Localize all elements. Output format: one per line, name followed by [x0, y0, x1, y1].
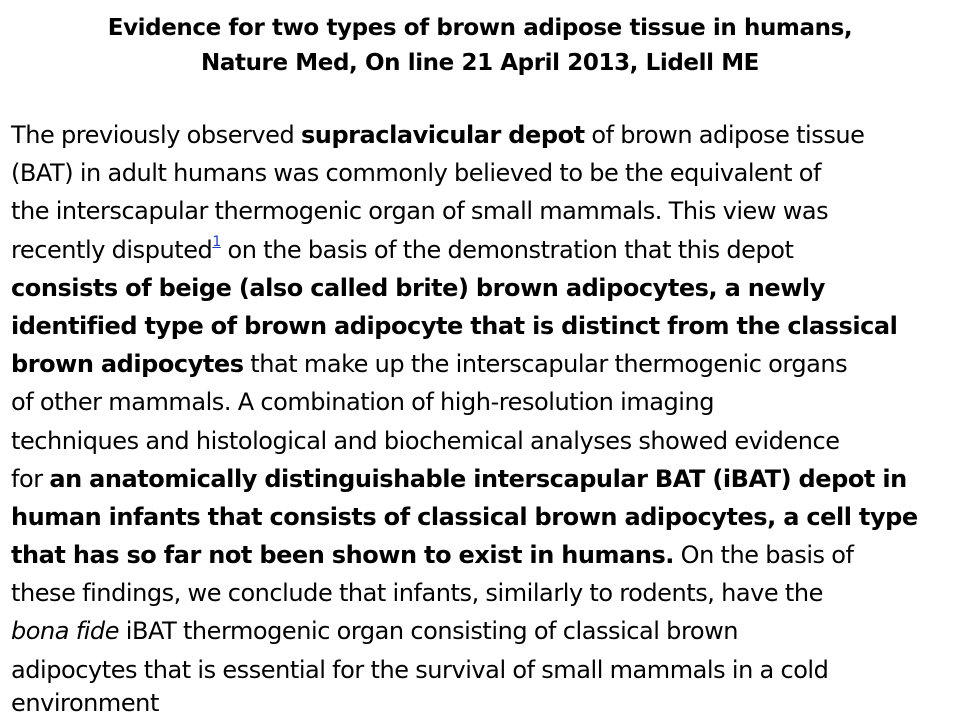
- text-run: iBAT thermogenic organ consisting of classical brown: [119, 617, 739, 646]
- bold-text-run: consists of beige (also called brite) brown adipocytes, a newly: [11, 273, 825, 302]
- text-line: techniques and histological and biochemical analyses showed evidence: [11, 426, 840, 455]
- text-line: [11, 460, 956, 498]
- text-line: [11, 612, 956, 650]
- bold-text-run: an anatomically distinguishable interscapular BAT (iBAT) depot in: [49, 464, 907, 493]
- reference-link[interactable]: 1: [212, 233, 221, 250]
- bold-text-run: brown adipocytes: [11, 350, 244, 379]
- text-line: environment: [11, 688, 159, 717]
- text-line: [11, 498, 956, 536]
- text-line: these findings, we conclude that infants, similarly to rodents, have the: [11, 579, 823, 608]
- bold-text-run: identified type of brown adipocyte that is distinct from the classical: [11, 311, 898, 340]
- text-run: of brown adipose tissue: [584, 121, 865, 149]
- abstract-paragraph: [11, 116, 956, 720]
- title-line-2: Nature Med, On line 21 April 2013, Lidell ME: [201, 50, 759, 76]
- text-line: [11, 231, 956, 269]
- slide-title: [0, 11, 960, 81]
- text-line: (BAT) in adult humans was commonly believed to be the equivalent of: [11, 159, 822, 188]
- text-line: [11, 345, 956, 383]
- text-run: The previously observed: [11, 121, 301, 149]
- text-line: [11, 307, 956, 345]
- text-line: [11, 536, 956, 574]
- text-line: the interscapular thermogenic organ of small mammals. This view was: [11, 197, 829, 226]
- text-run: for: [11, 464, 50, 493]
- bold-text-run: that has so far not been shown to exist in humans.: [11, 541, 674, 570]
- text-line: [11, 116, 956, 154]
- text-run: On the basis of: [673, 541, 854, 570]
- text-run: that make up the interscapular thermogenic organs: [243, 350, 848, 379]
- text-line: adipocytes that is essential for the survival of small mammals in a cold: [11, 655, 829, 684]
- title-line-1: Evidence for two types of brown adipose tissue in humans,: [107, 15, 853, 41]
- italic-text-run: bona fide: [11, 617, 120, 646]
- text-line: of other mammals. A combination of high-resolution imaging: [11, 388, 715, 417]
- text-run: on the basis of the demonstration that this depot: [220, 235, 794, 264]
- text-run: recently disputed: [11, 235, 213, 264]
- text-line: [11, 269, 956, 307]
- bold-text-run: human infants that consists of classical brown adipocytes, a cell type: [11, 502, 918, 531]
- bold-text-run: supraclavicular depot: [300, 121, 585, 149]
